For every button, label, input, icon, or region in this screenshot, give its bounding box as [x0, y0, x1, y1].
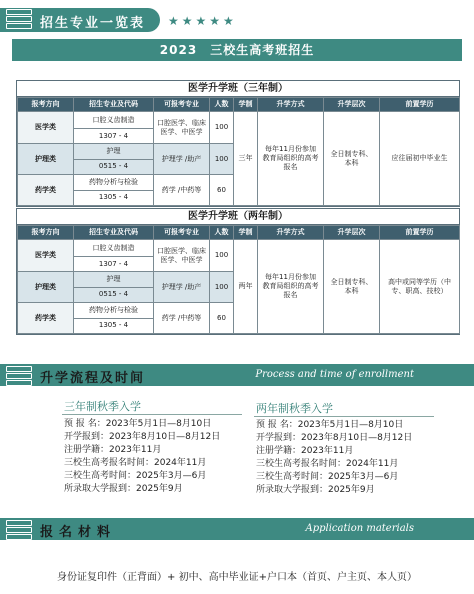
- schedule-line: 三校生高考报名时间：2024年11月: [256, 459, 399, 469]
- col-header: 升学层次: [324, 226, 380, 240]
- col-header: 报考方向: [18, 98, 74, 112]
- col-header: 可报考专业: [154, 226, 210, 240]
- col-header: 升学层次: [324, 98, 380, 112]
- target-cell: 药学 /中药等: [154, 175, 210, 206]
- materials-title: 报名材料: [40, 525, 117, 540]
- col-header: 学制: [234, 98, 258, 112]
- col-header: 前置学历: [380, 98, 460, 112]
- schedule-line: 开学报到：2023年8月10日—8月12日: [256, 433, 413, 443]
- col-header: 升学方式: [258, 226, 324, 240]
- schedule-line: 开学报到：2023年8月10日—8月12日: [64, 432, 221, 442]
- code-cell: 1305 - 4: [74, 190, 154, 206]
- schedule-line: 注册学籍：2023年11月: [64, 445, 162, 455]
- direction-cell: 护理类: [18, 272, 74, 303]
- schedule-line: 预 报 名：2023年5月1日—8月10日: [256, 420, 404, 430]
- table-header-row: [18, 98, 460, 112]
- method-cell: 每年11月份参加教育局组织的高考报名: [258, 240, 324, 334]
- books-icon: [6, 366, 32, 387]
- table-row: [18, 240, 460, 257]
- direction-cell: 药学类: [18, 175, 74, 206]
- three-year-schedule: [64, 418, 220, 496]
- count-cell: 100: [210, 112, 234, 144]
- major-cell: 口腔义齿制造: [74, 112, 154, 129]
- col-header: 招生专业及代码: [74, 98, 154, 112]
- target-cell: 护理学 /助产: [154, 144, 210, 175]
- table-three-year: [16, 80, 460, 207]
- level-cell: 全日制专科、本科: [324, 240, 380, 334]
- col-header: 升学方式: [258, 98, 324, 112]
- direction-cell: 护理类: [18, 144, 74, 175]
- divider: [62, 414, 242, 415]
- count-cell: 60: [210, 303, 234, 334]
- materials-text: 身份证复印件（正背面）+ 初中、高中毕业证+户口本（首页、户主页、本人页）: [57, 572, 417, 583]
- major-cell: 药物分析与检验: [74, 303, 154, 319]
- major-cell: 护理: [74, 272, 154, 288]
- table-caption: 医学升学班（两年制）: [17, 209, 459, 225]
- schedule-line: 所录取大学报到：2025年9月: [64, 484, 183, 494]
- col-header: 前置学历: [380, 226, 460, 240]
- code-cell: 0515 - 4: [74, 287, 154, 303]
- table-header-row: [18, 226, 460, 240]
- col-header: 人数: [210, 98, 234, 112]
- level-cell: 全日制专科、本科: [324, 112, 380, 206]
- divider: [254, 416, 434, 417]
- process-title-en: Process and time of enrollment: [255, 369, 414, 380]
- target-cell: 护理学 /助产: [154, 272, 210, 303]
- code-cell: 1305 - 4: [74, 318, 154, 334]
- prereq-cell: 应往届初中毕业生: [380, 112, 460, 206]
- prereq-cell: 高中或同等学历（中专、职高、技校）: [380, 240, 460, 334]
- code-cell: 0515 - 4: [74, 159, 154, 175]
- schedule-line: 预 报 名：2023年5月1日—8月10日: [64, 419, 212, 429]
- section-title: 招生专业一览表: [40, 16, 146, 31]
- two-year-heading: 两年制秋季入学: [256, 402, 333, 415]
- code-cell: 1307 - 4: [74, 129, 154, 144]
- major-cell: 药物分析与检验: [74, 175, 154, 191]
- target-cell: 口腔医学、临床医学、中医学: [154, 240, 210, 272]
- table-row: [18, 112, 460, 129]
- schedule-line: 三校生高考报名时间：2024年11月: [64, 458, 207, 468]
- stars-decoration: ★★★★★: [168, 14, 237, 28]
- target-cell: 口腔医学、临床医学、中医学: [154, 112, 210, 144]
- target-cell: 药学 /中药等: [154, 303, 210, 334]
- schedule-line: 三校生高考时间：2025年3月—6月: [64, 471, 207, 481]
- duration-cell: 三年: [234, 112, 258, 206]
- code-cell: 1307 - 4: [74, 257, 154, 272]
- direction-cell: 医学类: [18, 112, 74, 144]
- method-cell: 每年11月份参加教育局组织的高考报名: [258, 112, 324, 206]
- col-header: 报考方向: [18, 226, 74, 240]
- direction-cell: 药学类: [18, 303, 74, 334]
- direction-cell: 医学类: [18, 240, 74, 272]
- col-header: 学制: [234, 226, 258, 240]
- two-year-schedule: [256, 419, 412, 497]
- schedule-line: 注册学籍：2023年11月: [256, 446, 354, 456]
- col-header: 可报考专业: [154, 98, 210, 112]
- count-cell: 100: [210, 272, 234, 303]
- table-two-year: [16, 208, 460, 335]
- materials-title-en: Application materials: [305, 523, 414, 534]
- major-cell: 护理: [74, 144, 154, 160]
- main-title: 2023 三校生高考班招生: [12, 39, 462, 61]
- schedule-line: 所录取大学报到：2025年9月: [256, 485, 375, 495]
- col-header: 人数: [210, 226, 234, 240]
- count-cell: 100: [210, 144, 234, 175]
- major-cell: 口腔义齿制造: [74, 240, 154, 257]
- count-cell: 60: [210, 175, 234, 206]
- process-title: 升学流程及时间: [40, 371, 146, 386]
- count-cell: 100: [210, 240, 234, 272]
- duration-cell: 两年: [234, 240, 258, 334]
- books-icon: [6, 9, 32, 30]
- col-header: 招生专业及代码: [74, 226, 154, 240]
- books-icon: [6, 520, 32, 541]
- table-caption: 医学升学班（三年制）: [17, 81, 459, 97]
- schedule-line: 三校生高考时间：2025年3月—6月: [256, 472, 399, 482]
- three-year-heading: 三年制秋季入学: [64, 400, 141, 413]
